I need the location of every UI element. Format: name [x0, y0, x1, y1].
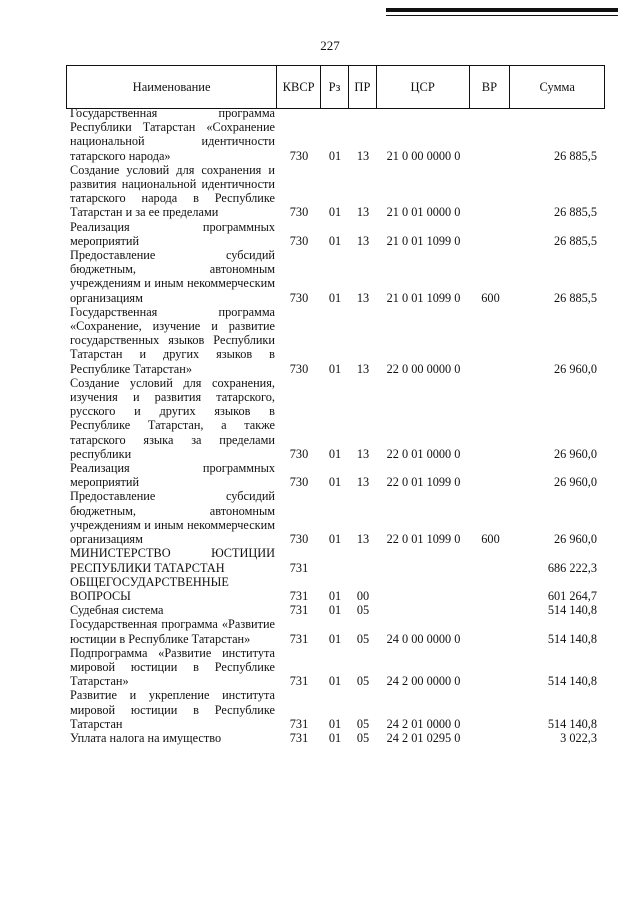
header-rz: Рз [321, 66, 349, 108]
cell-pr: 05 [356, 730, 370, 745]
table-row [66, 688, 605, 731]
cell-rz: 01 [328, 631, 342, 646]
cell-sum: 26 885,5 [553, 205, 597, 220]
cell-csr: 21 0 01 1099 0 [386, 290, 461, 305]
cell-pr: 13 [356, 148, 370, 163]
cell-sum: 26 960,0 [553, 446, 597, 461]
cell-sum: 514 140,8 [547, 716, 597, 731]
cell-csr: 22 0 01 1099 0 [386, 532, 461, 547]
cell-rz: 01 [328, 588, 342, 603]
cell-name: Уплата налога на имущество [70, 730, 222, 745]
cell-kvsr: 730 [289, 205, 309, 220]
table-row [66, 248, 605, 305]
table-row [66, 546, 605, 574]
table-row [66, 617, 605, 645]
cell-name: Реализация программных мероприятий [70, 461, 275, 490]
cell-kvsr: 730 [289, 532, 309, 547]
cell-kvsr: 730 [289, 475, 309, 490]
cell-pr: 13 [356, 475, 370, 490]
page-number: 227 [320, 38, 340, 53]
cell-kvsr: 731 [289, 588, 309, 603]
cell-rz: 01 [328, 290, 342, 305]
cell-name: Реализация программных мероприятий [70, 219, 275, 248]
cell-pr: 13 [356, 446, 370, 461]
table-row [66, 489, 605, 546]
cell-pr: 13 [356, 532, 370, 547]
cell-csr: 21 0 00 0000 0 [386, 148, 461, 163]
cell-kvsr: 731 [289, 716, 309, 731]
table-header [66, 65, 605, 109]
cell-csr: 22 0 00 0000 0 [386, 361, 461, 376]
cell-pr: 13 [356, 205, 370, 220]
cell-sum: 26 885,5 [553, 233, 597, 248]
cell-sum: 26 960,0 [553, 475, 597, 490]
cell-name: Государственная программа «Сохранение, изучение и развитие государственных языков Республики Татарстан и других языков в Республике Татарстан» [70, 304, 275, 376]
cell-rz: 01 [328, 361, 342, 376]
cell-kvsr: 731 [289, 730, 309, 745]
header-csr: ЦСР [377, 66, 470, 108]
cell-pr: 13 [356, 290, 370, 305]
header-pr: ПР [349, 66, 377, 108]
cell-csr: 22 0 01 1099 0 [386, 475, 461, 490]
header-name: Наименование [67, 66, 277, 108]
cell-rz: 01 [328, 446, 342, 461]
cell-name: Развитие и укрепление института мировой юстиции в Республике Татарстан [70, 688, 275, 731]
table-row [66, 106, 605, 163]
cell-csr: 24 2 00 0000 0 [386, 674, 461, 689]
cell-name: Предоставление субсидий бюджетным, автономным учреждениям и иным некоммерческим организациям [70, 489, 275, 547]
cell-vr: 600 [481, 290, 500, 305]
table-row [66, 220, 605, 248]
cell-kvsr: 731 [289, 631, 309, 646]
table-body [66, 106, 605, 745]
cell-kvsr: 731 [289, 560, 309, 575]
table-row [66, 731, 605, 745]
cell-rz: 01 [328, 603, 342, 618]
top-rule-thin [386, 15, 618, 16]
cell-csr: 24 2 01 0295 0 [386, 730, 461, 745]
cell-sum: 514 140,8 [547, 631, 597, 646]
cell-sum: 601 264,7 [547, 588, 597, 603]
header-vr: ВР [470, 66, 511, 108]
cell-csr: 24 0 00 0000 0 [386, 631, 461, 646]
table-row [66, 603, 605, 617]
cell-sum: 514 140,8 [547, 674, 597, 689]
cell-name: Создание условий для сохранения, изучения и развития татарского, русского и других языков в Республике Татарстан, а также татарского языка за пределами республики [70, 375, 275, 461]
cell-name: Государственная программа «Развитие юстиции в Республике Татарстан» [70, 617, 275, 646]
cell-sum: 26 885,5 [553, 290, 597, 305]
cell-csr: 24 2 01 0000 0 [386, 716, 461, 731]
table-row [66, 163, 605, 220]
cell-pr: 13 [356, 233, 370, 248]
cell-vr: 600 [481, 532, 500, 547]
cell-sum: 26 960,0 [553, 532, 597, 547]
cell-csr: 21 0 01 1099 0 [386, 233, 461, 248]
cell-kvsr: 730 [289, 361, 309, 376]
table-row [66, 305, 605, 376]
cell-kvsr: 731 [289, 603, 309, 618]
cell-sum: 26 960,0 [553, 361, 597, 376]
cell-pr: 05 [356, 603, 370, 618]
cell-kvsr: 731 [289, 674, 309, 689]
cell-name: Государственная программа Республики Татарстан «Сохранение национальной идентичности татарского народа» [70, 106, 275, 163]
cell-rz: 01 [328, 730, 342, 745]
cell-name: Подпрограмма «Развитие института мировой юстиции в Республике Татарстан» [70, 645, 275, 689]
cell-pr: 05 [356, 674, 370, 689]
cell-rz: 01 [328, 233, 342, 248]
cell-name: МИНИСТЕРСТВО ЮСТИЦИИ РЕСПУБЛИКИ ТАТАРСТАН [70, 546, 275, 575]
cell-rz: 01 [328, 148, 342, 163]
cell-kvsr: 730 [289, 233, 309, 248]
cell-name: Создание условий для сохранения и развития национальной идентичности татарского народа в Республике Татарстан и за ее пределами [70, 162, 275, 220]
header-sum: Сумма [539, 79, 575, 94]
header-kvsr: КВСР [277, 66, 321, 108]
cell-name: Судебная система [70, 603, 164, 618]
cell-pr: 05 [356, 631, 370, 646]
table-row [66, 461, 605, 489]
top-rule-thick [386, 8, 618, 12]
table-row [66, 646, 605, 689]
cell-kvsr: 730 [289, 446, 309, 461]
cell-pr: 00 [356, 588, 370, 603]
cell-rz: 01 [328, 716, 342, 731]
cell-name: ОБЩЕГОСУДАРСТВЕННЫЕ ВОПРОСЫ [70, 574, 229, 603]
cell-rz: 01 [328, 475, 342, 490]
table-row [66, 575, 605, 603]
cell-csr: 22 0 01 0000 0 [386, 446, 461, 461]
cell-sum: 26 885,5 [553, 148, 597, 163]
cell-sum: 686 222,3 [547, 560, 597, 575]
cell-rz: 01 [328, 205, 342, 220]
cell-sum: 514 140,8 [547, 603, 597, 618]
cell-kvsr: 730 [289, 148, 309, 163]
cell-pr: 13 [356, 361, 370, 376]
table-row [66, 376, 605, 461]
cell-rz: 01 [328, 674, 342, 689]
cell-name: Предоставление субсидий бюджетным, автономным учреждениям и иным некоммерческим организациям [70, 248, 275, 305]
cell-sum: 3 022,3 [560, 730, 597, 745]
cell-kvsr: 730 [289, 290, 309, 305]
cell-rz: 01 [328, 532, 342, 547]
cell-csr: 21 0 01 0000 0 [386, 205, 461, 220]
cell-pr: 05 [356, 716, 370, 731]
